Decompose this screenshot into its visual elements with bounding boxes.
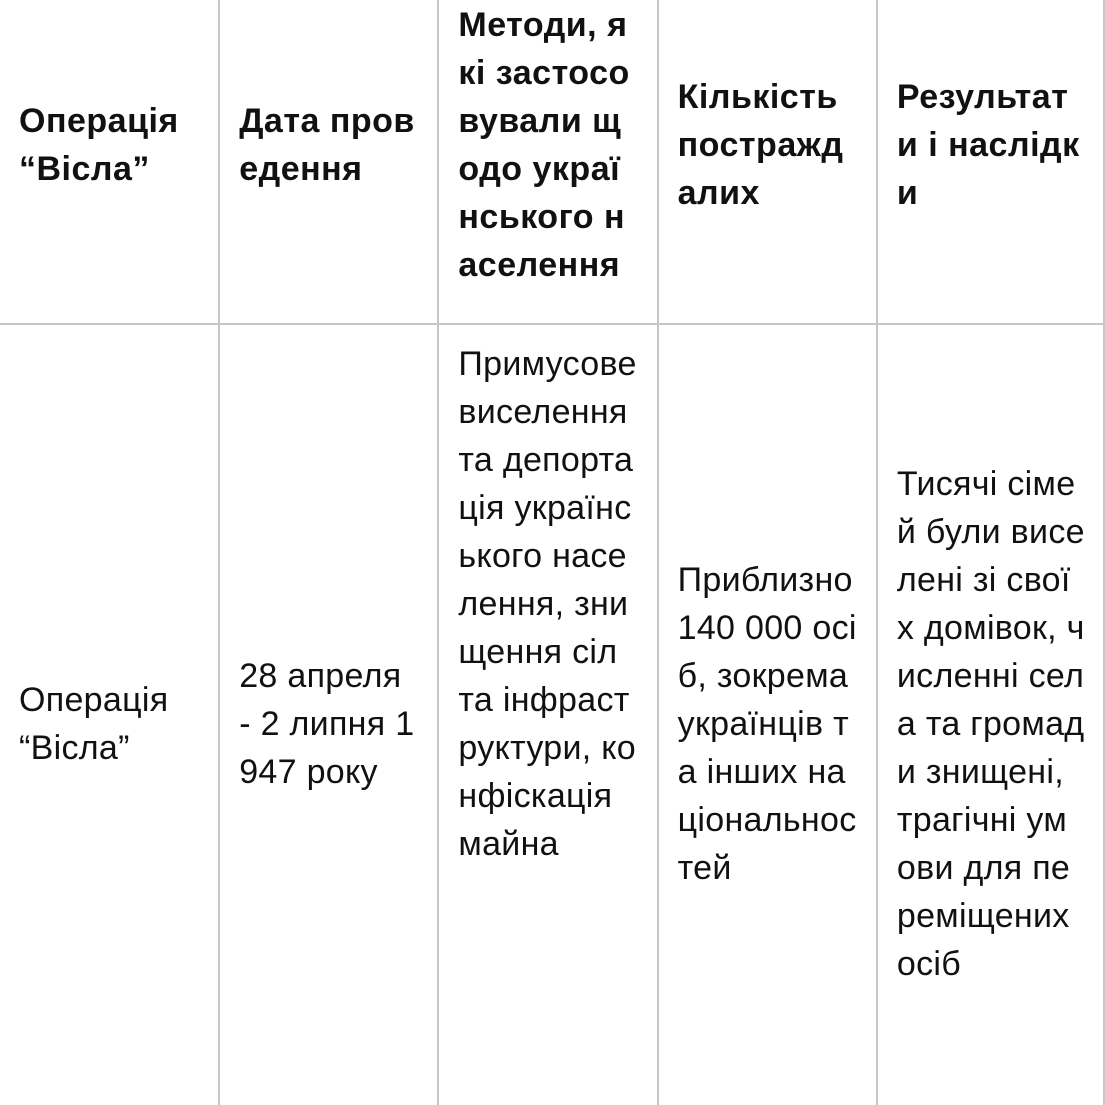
header-victims: Кількість постраждалих	[658, 0, 877, 324]
table-header-row	[0, 0, 1104, 324]
header-date: Дата проведення	[219, 0, 438, 324]
header-results: Результати і наслідки	[877, 0, 1104, 324]
header-operation: Операція “Вісла”	[0, 0, 219, 324]
table-row	[0, 324, 1104, 1105]
cell-results: Тисячі сімей були виселені зі своїх домівок, численні села та громади знищені, трагічні умови для переміщених осіб	[877, 324, 1104, 1105]
cell-methods: Примусове виселення та депортація українського населення, знищення сіл та інфраструктури, конфіскація майна	[438, 324, 657, 1105]
cell-date: 28 апреля - 2 липня 1947 року	[219, 324, 438, 1105]
cell-operation: Операція “Вісла”	[0, 324, 219, 1105]
cell-victims: Приблизно 140 000 осіб, зокрема українців та інших національностей	[658, 324, 877, 1105]
header-methods: Методи, які застосовували щодо українського населення	[438, 0, 657, 324]
